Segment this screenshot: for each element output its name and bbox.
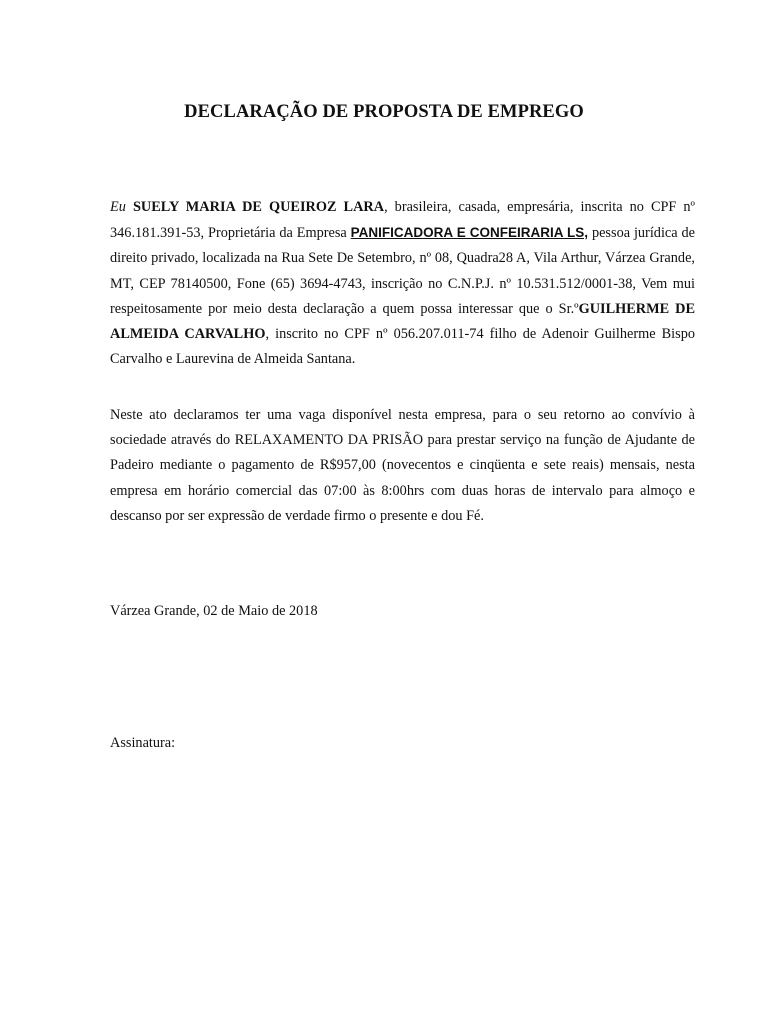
paragraph-text: Eu xyxy=(110,199,126,215)
paragraph-text: , brasileira, casada, empresária, inscrita no CPF nº 346.181.391-53, Proprietária da Empresa xyxy=(110,199,695,242)
offer-paragraph: Neste ato declaramos ter uma vaga disponível nesta empresa, para o seu retorno ao convívio à sociedade através do RELAXAMENTO DA PRISÃO para prestar serviço na função de Ajudante de Padeiro mediante o pagamento de R$957,00 (novecentos e cinqüenta e sete reais) mensais, nesta empresa em horário comercial das 07:00 às 8:00hrs com duas horas de intervalo para almoço e descanso por ser expressão de verdade firmo o presente e dou Fé. xyxy=(110,407,695,524)
company-name: PANIFICADORA E CONFEIRARIA LS, xyxy=(350,225,589,241)
place-date: Várzea Grande, 02 de Maio de 2018 xyxy=(110,603,318,619)
declarant-name: SUELY MARIA DE QUEIROZ LARA xyxy=(132,199,385,215)
paragraph-text: , inscrito no CPF nº 056.207.011-74 filho de Adenoir Guilherme Bispo Carvalho e Laurevina de Almeida Santana. xyxy=(110,326,696,368)
signature-label: Assinatura: xyxy=(110,735,176,751)
declaration-paragraph xyxy=(110,195,695,372)
employee-name: GUILHERME DE ALMEIDA CARVALHO xyxy=(110,300,695,343)
paragraph-text: pessoa jurídica de direito privado, localizada na Rua Sete De Setembro, nº 08, Quadra28 A, Vila Arthur, Várzea Grande, MT, CEP 78140500, Fone (65) 3694-4743, inscrição no C.N.P.J. nº 10.531.512/0001-38, Vem mui respeitosamente por meio desta declaração a quem possa interessar que o Sr.º xyxy=(110,225,695,317)
document-title: DECLARAÇÃO DE PROPOSTA DE EMPREGO xyxy=(184,102,584,122)
